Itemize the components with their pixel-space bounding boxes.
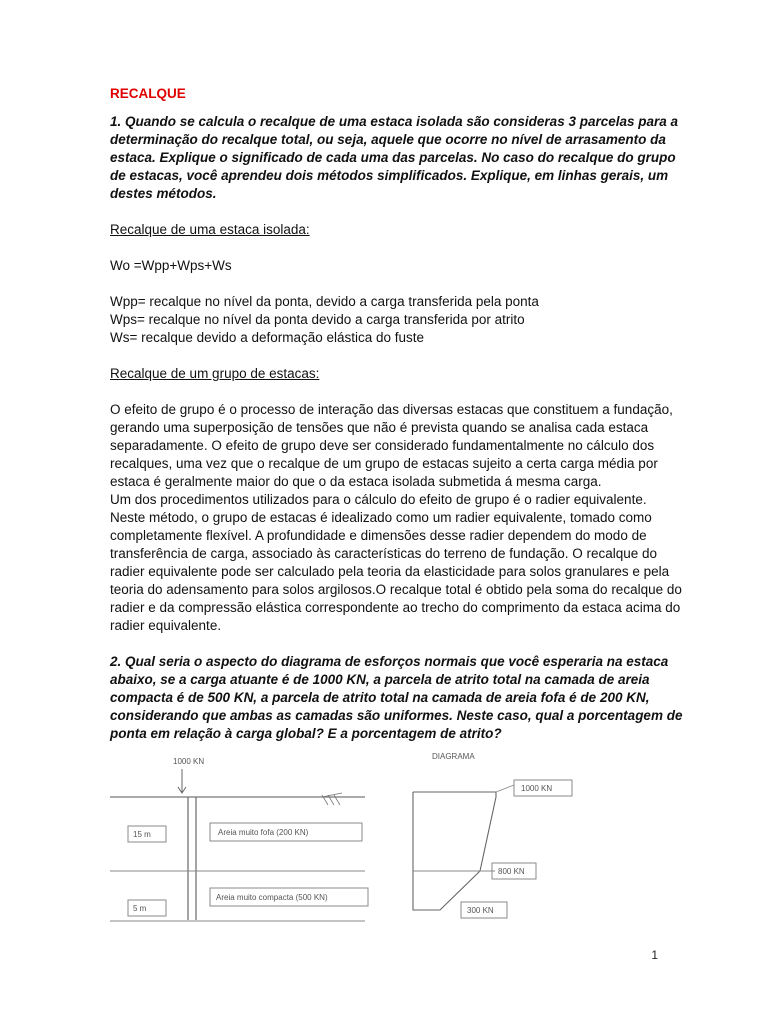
force-diagram-shape <box>413 792 496 910</box>
question-1-line-2: determinação do recalque total, ou seja, aquele que ocorre no nível de arrasamento da <box>110 132 666 147</box>
paragraph-line: recalques, uma vez que o recalque de um grupo de estacas sujeito a certa carga média por <box>110 456 658 471</box>
question-1-line-4: de estacas, você aprendeu dois métodos simplificados. Explique, em linhas gerais, um <box>110 168 669 183</box>
paragraph-line: transferência de carga, associado às características do terreno de fundação. O recalque do <box>110 546 658 561</box>
paragraph-line: completamente flexível. A profundidade e dimensões desse radier dependem do modo de <box>110 528 647 543</box>
question-2-line-1: 2. Qual seria o aspecto do diagrama de esforços normais que você esperaria na estaca <box>110 654 669 669</box>
definition-ws: Ws= recalque devido a deformação elástica do fuste <box>110 330 425 345</box>
diagram-mid-label: 800 KN <box>498 867 525 876</box>
document-title: RECALQUE <box>110 86 186 101</box>
paragraph-line: estaca é geralmente maior do que o da estaca isolada submetida á mesma carga. <box>110 474 602 489</box>
soil-profile-figure <box>110 757 368 921</box>
top-label-leader <box>496 785 514 792</box>
document-page <box>110 80 720 743</box>
diagram-title: DIAGRAMA <box>432 752 475 761</box>
page-number: 1 <box>651 948 658 962</box>
question-1-line-3: estaca. Explique o significado de cada uma das parcelas. No caso do recalque do grupo <box>110 150 676 165</box>
question-1-line-5: destes métodos. <box>110 186 217 201</box>
paragraph-line: separadamente. O efeito de grupo deve ser considerado fundamentalmente no cálculo dos <box>110 438 655 453</box>
paragraph-line: Neste método, o grupo de estacas é idealizado como um radier equivalente, tomado como <box>110 510 652 525</box>
definition-wpp: Wpp= recalque no nível da ponta, devido a carga transferida pela ponta <box>110 294 539 309</box>
question-2-line-3: compacta é de 500 KN, a parcela de atrito total na camada de areia fofa é de 200 KN, <box>110 690 650 705</box>
diagram-top-label: 1000 KN <box>521 784 553 793</box>
question-2-line-5: ponta em relação à carga global? E a porcentagem de atrito? <box>110 726 502 741</box>
paragraph-line: teoria do adensamento para solos argilosos.O recalque total é obtido pela soma do recalque do <box>110 582 682 597</box>
question-2-line-4: considerando que ambas as camadas são uniformes. Neste caso, qual a porcentagem de <box>110 708 683 723</box>
settlement-formula: Wo =Wpp+Wps+Ws <box>110 258 232 273</box>
layer-1-label: Areia muito fofa (200 KN) <box>218 828 309 837</box>
question-1-line-1: 1. Quando se calcula o recalque de uma estaca isolada são consideras 3 parcelas para a <box>110 114 679 129</box>
paragraph-line: radier equivalente pode ser calculado pela teoria da elasticidade para solos granulares e pela <box>110 564 670 579</box>
question-2-line-2: abaixo, se a carga atuante é de 1000 KN, a parcela de atrito total na camada de areia <box>110 672 650 687</box>
layer-2-depth: 5 m <box>133 904 147 913</box>
paragraph-line: radier e da compressão elástica correspondente ao trecho do comprimento da estaca acima do <box>110 600 681 615</box>
section-1-heading: Recalque de uma estaca isolada: <box>110 222 310 237</box>
pile-figures <box>110 745 730 935</box>
paragraph-line: gerando uma superposição de tensões que não é prevista quando se analisa cada estaca <box>110 420 649 435</box>
section-2-paragraph <box>110 401 720 635</box>
paragraph-line: O efeito de grupo é o processo de interação das diversas estacas que constituem a fundação, <box>110 402 673 417</box>
load-label: 1000 KN <box>173 757 205 766</box>
question-2 <box>110 653 720 743</box>
layer-1-depth: 15 m <box>133 830 151 839</box>
definition-wps: Wps= recalque no nível da ponta devido a carga transferida por atrito <box>110 312 525 327</box>
section-2-heading: Recalque de um grupo de estacas: <box>110 366 320 381</box>
ground-hatch-icon <box>322 793 342 805</box>
question-1 <box>110 113 720 203</box>
force-diagram-figure <box>413 752 572 918</box>
paragraph-line: radier equivalente. <box>110 618 222 633</box>
diagram-bottom-label: 300 KN <box>467 906 494 915</box>
layer-2-label: Areia muito compacta (500 KN) <box>216 893 328 902</box>
paragraph-line: Um dos procedimentos utilizados para o cálculo do efeito de grupo é o radier equivalente. <box>110 492 647 507</box>
